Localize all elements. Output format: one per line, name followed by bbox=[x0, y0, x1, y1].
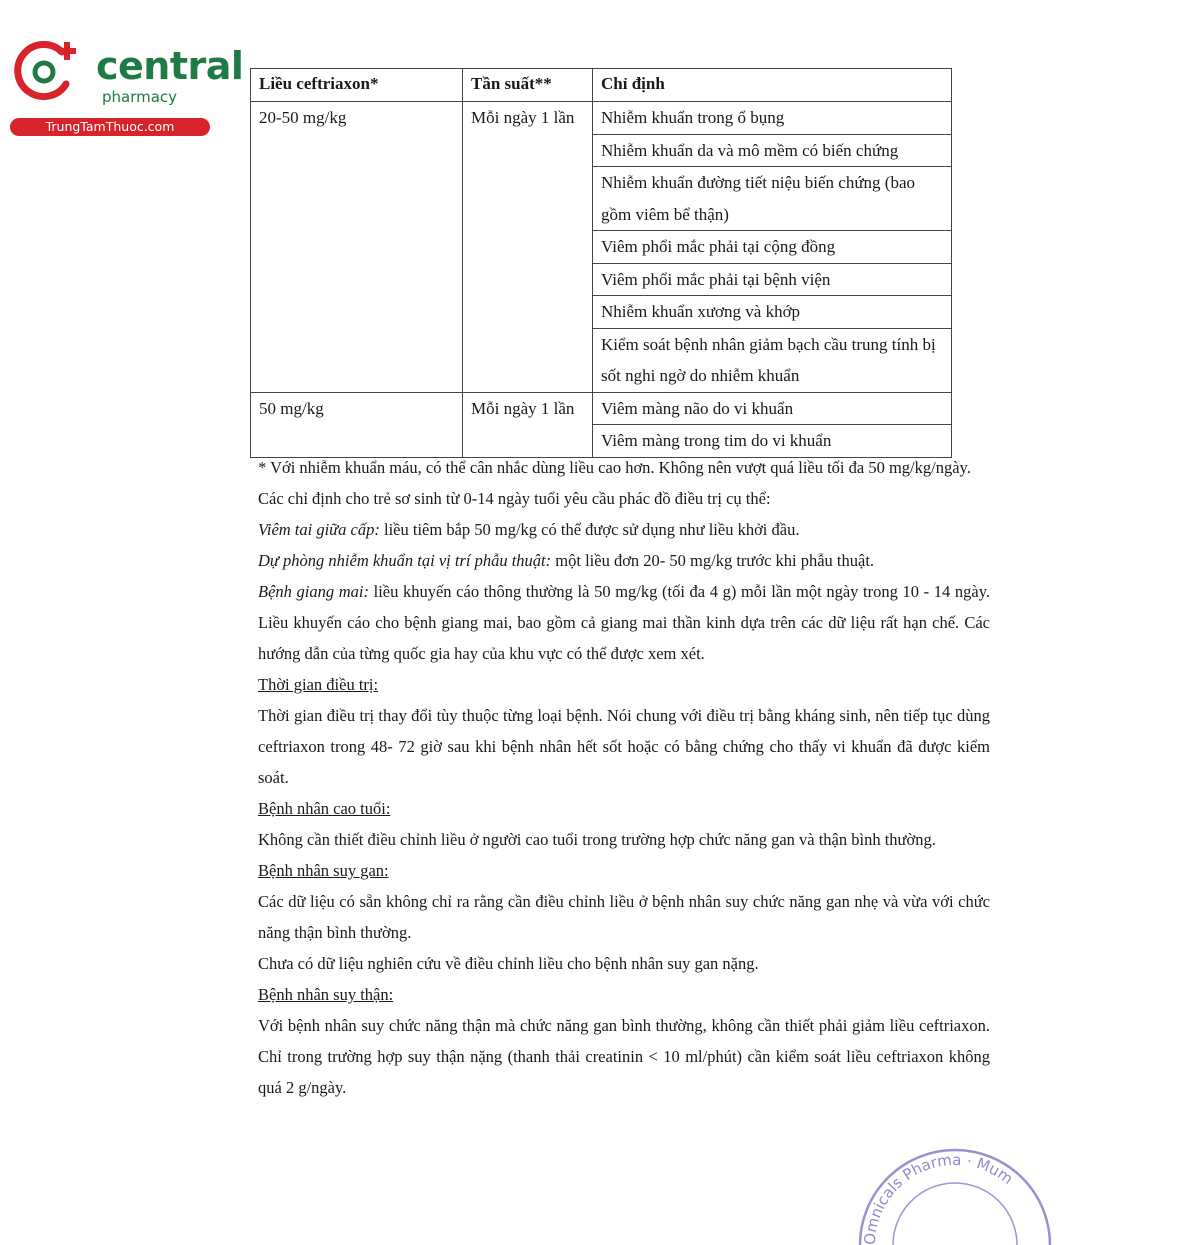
svg-text:Omnicals Pharma · Mum bbox=[861, 1151, 1017, 1245]
otitis-label: Viêm tai giữa cấp: bbox=[258, 520, 380, 539]
frequency-cell: Mỗi ngày 1 lần bbox=[463, 392, 593, 457]
indication-cell: Viêm màng trong tim do vi khuẩn bbox=[593, 425, 952, 458]
frequency-cell: Mỗi ngày 1 lần bbox=[463, 102, 593, 393]
syphilis-label: Bệnh giang mai: bbox=[258, 582, 369, 601]
dose-cell: 50 mg/kg bbox=[251, 392, 463, 457]
prophylaxis-text: một liều đơn 20- 50 mg/kg trước khi phẫu thuật. bbox=[551, 551, 875, 570]
elderly-heading: Bệnh nhân cao tuổi: bbox=[258, 799, 391, 818]
indication-cell: Kiểm soát bệnh nhân giảm bạch cầu trung tính bị sốt nghi ngờ do nhiễm khuẩn bbox=[593, 328, 952, 392]
table-row bbox=[251, 392, 952, 425]
table-header-row bbox=[251, 69, 952, 102]
indication-cell: Nhiễm khuẩn da và mô mềm có biến chứng bbox=[593, 134, 952, 167]
central-pharmacy-logo-icon bbox=[10, 36, 80, 106]
dosage-table bbox=[250, 68, 952, 458]
syphilis-paragraph bbox=[258, 576, 990, 669]
duration-text: Thời gian điều trị thay đổi tùy thuộc từng loại bệnh. Nói chung với điều trị bằng kháng sinh, nên tiếp tục dùng ceftriaxon trong 48- 72 giờ sau khi bệnh nhân hết sốt hoặc có bằng chứng cho thấy vi khuẩn đã được kiểm soát. bbox=[258, 706, 990, 787]
indication-cell: Nhiễm khuẩn đường tiết niệu biến chứng (bao gồm viêm bể thận) bbox=[593, 167, 952, 231]
prophylaxis-paragraph bbox=[258, 545, 990, 576]
indication-cell: Viêm phổi mắc phải tại cộng đồng bbox=[593, 231, 952, 264]
indication-cell: Nhiễm khuẩn xương và khớp bbox=[593, 296, 952, 329]
header-frequency: Tần suất** bbox=[463, 69, 593, 102]
hepatic-heading: Bệnh nhân suy gan: bbox=[258, 861, 389, 880]
brand-logo bbox=[10, 36, 244, 136]
dose-cell: 20-50 mg/kg bbox=[251, 102, 463, 393]
table-row bbox=[251, 102, 952, 135]
prophylaxis-label: Dự phòng nhiễm khuẩn tại vị trí phẫu thuật: bbox=[258, 551, 552, 570]
renal-text: Với bệnh nhân suy chức năng thận mà chức năng gan bình thường, không cần thiết phải giảm liều ceftriaxon. Chỉ trong trường hợp suy thận nặng (thanh thải creatinin < 10 ml/phút) cần kiểm soát liều ceftriaxon không quá 2 g/ngày. bbox=[258, 1016, 990, 1097]
table-footnote: * Với nhiễm khuẩn máu, có thể cân nhắc dùng liều cao hơn. Không nên vượt quá liều tối đa 50 mg/kg/ngày. bbox=[258, 458, 971, 477]
otitis-paragraph bbox=[258, 514, 990, 545]
brand-subtitle: pharmacy bbox=[102, 88, 178, 106]
header-dose: Liều ceftriaxon* bbox=[251, 69, 463, 102]
syphilis-text: liều khuyến cáo thông thường là 50 mg/kg (tối đa 4 g) mỗi lần một ngày trong 10 - 14 ngày. Liều khuyến cáo cho bệnh giang mai, bao gồm cả giang mai thần kinh dựa trên các dữ liệu rất hạn chế. Các hướng dẫn của từng quốc gia hay của khu vực có thể được xem xét. bbox=[258, 582, 990, 663]
renal-heading: Bệnh nhân suy thận: bbox=[258, 985, 394, 1004]
hepatic-text-1: Các dữ liệu có sẵn không chỉ ra rằng cần điều chỉnh liều ở bệnh nhân suy chức năng gan nhẹ và vừa với chức năng thận bình thường. bbox=[258, 892, 990, 942]
elderly-text: Không cần thiết điều chỉnh liều ở người cao tuổi trong trường hợp chức năng gan và thận bình thường. bbox=[258, 830, 936, 849]
brand-name: central bbox=[96, 44, 244, 88]
header-indication: Chỉ định bbox=[593, 69, 952, 102]
stamp-text: Omnicals Pharma · Mum bbox=[860, 1150, 1017, 1245]
document-body bbox=[258, 452, 990, 1103]
hepatic-text-2: Chưa có dữ liệu nghiên cứu về điều chỉnh liều cho bệnh nhân suy gan nặng. bbox=[258, 954, 759, 973]
indication-cell: Viêm màng não do vi khuẩn bbox=[593, 392, 952, 425]
otitis-text: liều tiêm bắp 50 mg/kg có thể được sử dụng như liều khởi đầu. bbox=[379, 520, 800, 539]
neonates-intro: Các chỉ định cho trẻ sơ sinh từ 0-14 ngày tuổi yêu cầu phác đồ điều trị cụ thể: bbox=[258, 489, 771, 508]
indication-cell: Nhiễm khuẩn trong ổ bụng bbox=[593, 102, 952, 135]
duration-heading: Thời gian điều trị: bbox=[258, 675, 379, 694]
brand-url-badge: TrungTamThuoc.com bbox=[10, 118, 210, 136]
indication-cell: Viêm phổi mắc phải tại bệnh viện bbox=[593, 263, 952, 296]
company-stamp bbox=[855, 1125, 1055, 1245]
